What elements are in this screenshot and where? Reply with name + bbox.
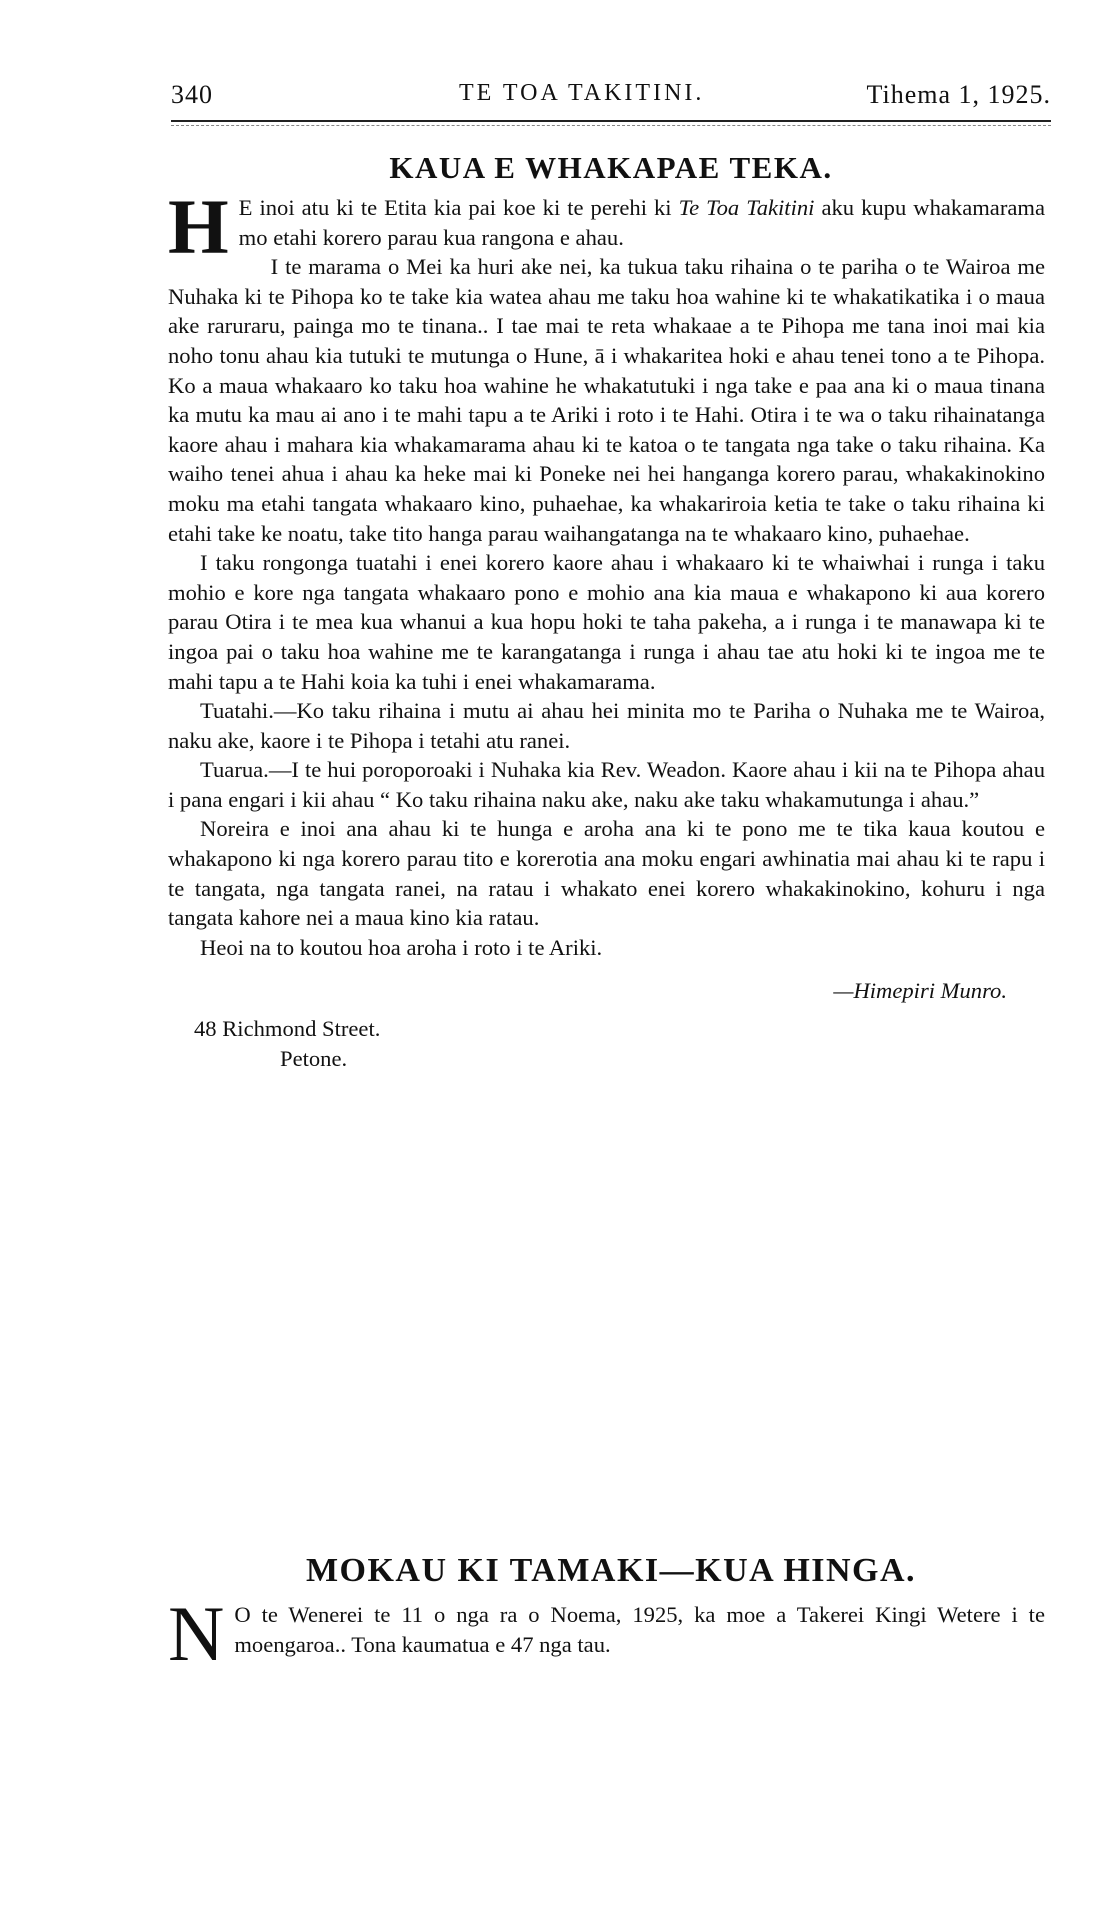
address-line: Petone. bbox=[280, 1045, 348, 1071]
paragraph bbox=[168, 183, 1045, 270]
address-line: 48 Richmond Street. bbox=[194, 1016, 381, 1042]
paragraph: I te marama o Mei ka huri ake nei, ka tukua taku rihaina o te pariha o te Wairoa me Nuhaka ki te Pihopa ko te take kia watea ahau me taku hoa wahine ki te whakatikatika i o maua ake raruraru, painga mo te tinana.. I tae mai te reta whakaae a te Pihopa me tana inoi mai kia noho tonu ahau kia tutuki te mutunga o Hune, ā i whakaritea hoki e ahau tenei tono a te Pihopa. Ko a maua whakaaro ko taku hoa wahine he whakatutuki i nga take e paa ana ki o maua tinana ka mutu ka mau ai ano i te mahi tapu a te Ariki i roto i te Hahi. Otira i te wa o taku rihainatanga kaore ahau i mahara kia whakamarama ahau ki te katoa o te tangata nga take o taku rihaina. Ka waiho tenei ahua i ahau ka heke mai ki Poneke nei hei hanganga korero parau, whakakinokino moku ma etahi tangata whakaaro kino, puhaehae, ka whakariroia ketia te take o taku rihaina ki etahi take ke noatu, take tito hanga parau waihangatanga na te whakaaro kino, puhaehae. bbox=[168, 254, 1045, 546]
drop-cap: H bbox=[168, 183, 229, 270]
paragraph-text: O te Wenerei te 11 o nga ra o Noema, 1925, ka moe a Takerei Kingi Wetere i te moengaroa.. Tona kaumatua e 47 nga tau. bbox=[234, 1602, 1045, 1657]
article-title: KAUA E WHAKAPAE TEKA. bbox=[389, 150, 833, 185]
drop-cap: N bbox=[168, 1590, 225, 1677]
running-title: TE TOA TAKITINI. bbox=[459, 80, 705, 106]
article-title: MOKAU KI TAMAKI—KUA HINGA. bbox=[305, 1552, 917, 1589]
signature: —Himepiri Munro. bbox=[833, 978, 1007, 1004]
page-number: 340 bbox=[171, 80, 213, 109]
paragraph-text: E inoi atu ki te Etita kia pai koe ki te perehi ki bbox=[238, 195, 679, 220]
paragraph: Noreira e inoi ana ahau ki te hunga e aroha ana ki te pono me te tika kaua koutou e whakapono ki nga korero parau tito e korerotia ana moku engari awhinatia mai ahau ki te rapu i te tangata, nga tangata ranei, na ratau i whakato enei korero whakakinokino, kohuru i nga tangata kahore nei a maua kino kia ratau. bbox=[168, 816, 1045, 931]
paragraph: Tuatahi.—Ko taku rihaina i mutu ai ahau hei minita mo te Pariha o Nuhaka me te Wairoa, naku ake, kaore i te Pihopa i tetahi atu ranei. bbox=[168, 698, 1045, 753]
issue-date: Tihema 1, 1925. bbox=[866, 80, 1051, 109]
paragraph-text: aku kupu whakamarama mo etahi korero parau kua rangona e ahau. bbox=[238, 195, 1045, 250]
article-body bbox=[168, 1590, 1045, 1677]
header-rule-secondary bbox=[171, 125, 1051, 126]
paragraph: Heoi na to koutou hoa aroha i roto i te Ariki. bbox=[200, 934, 603, 960]
paragraph: Tuarua.—I te hui poroporoaki i Nuhaka kia Rev. Weadon. Kaore ahau i kii na te Pihopa ahau i pana engari i kii ahau “ Ko taku rihaina naku ake, naku ake taku whakamutunga i ahau.” bbox=[168, 757, 1045, 812]
paragraph: I taku rongonga tuatahi i enei korero kaore ahau i whakaaro ki te whaiwhai i runga i taku mohio e kore nga tangata whakaaro pono e mohio ana kia maua e whakapono ki aua korero parau Otira i te mea kua whanui a kua hopu hoki te taha pakeha, a i runga i te manawapa ki te ingoa pai o taku hoa wahine me te karangatanga i runga i ahau tae atu hoki ki te ingoa me te mahi tapu a te Hahi koia ka tuhi i enei whakamarama. bbox=[168, 550, 1045, 694]
publication-name: Te Toa Takitini bbox=[678, 195, 815, 220]
page-header bbox=[171, 80, 1051, 120]
header-rule bbox=[171, 120, 1051, 122]
paragraph bbox=[168, 1590, 1045, 1677]
article-body bbox=[168, 183, 1045, 1073]
